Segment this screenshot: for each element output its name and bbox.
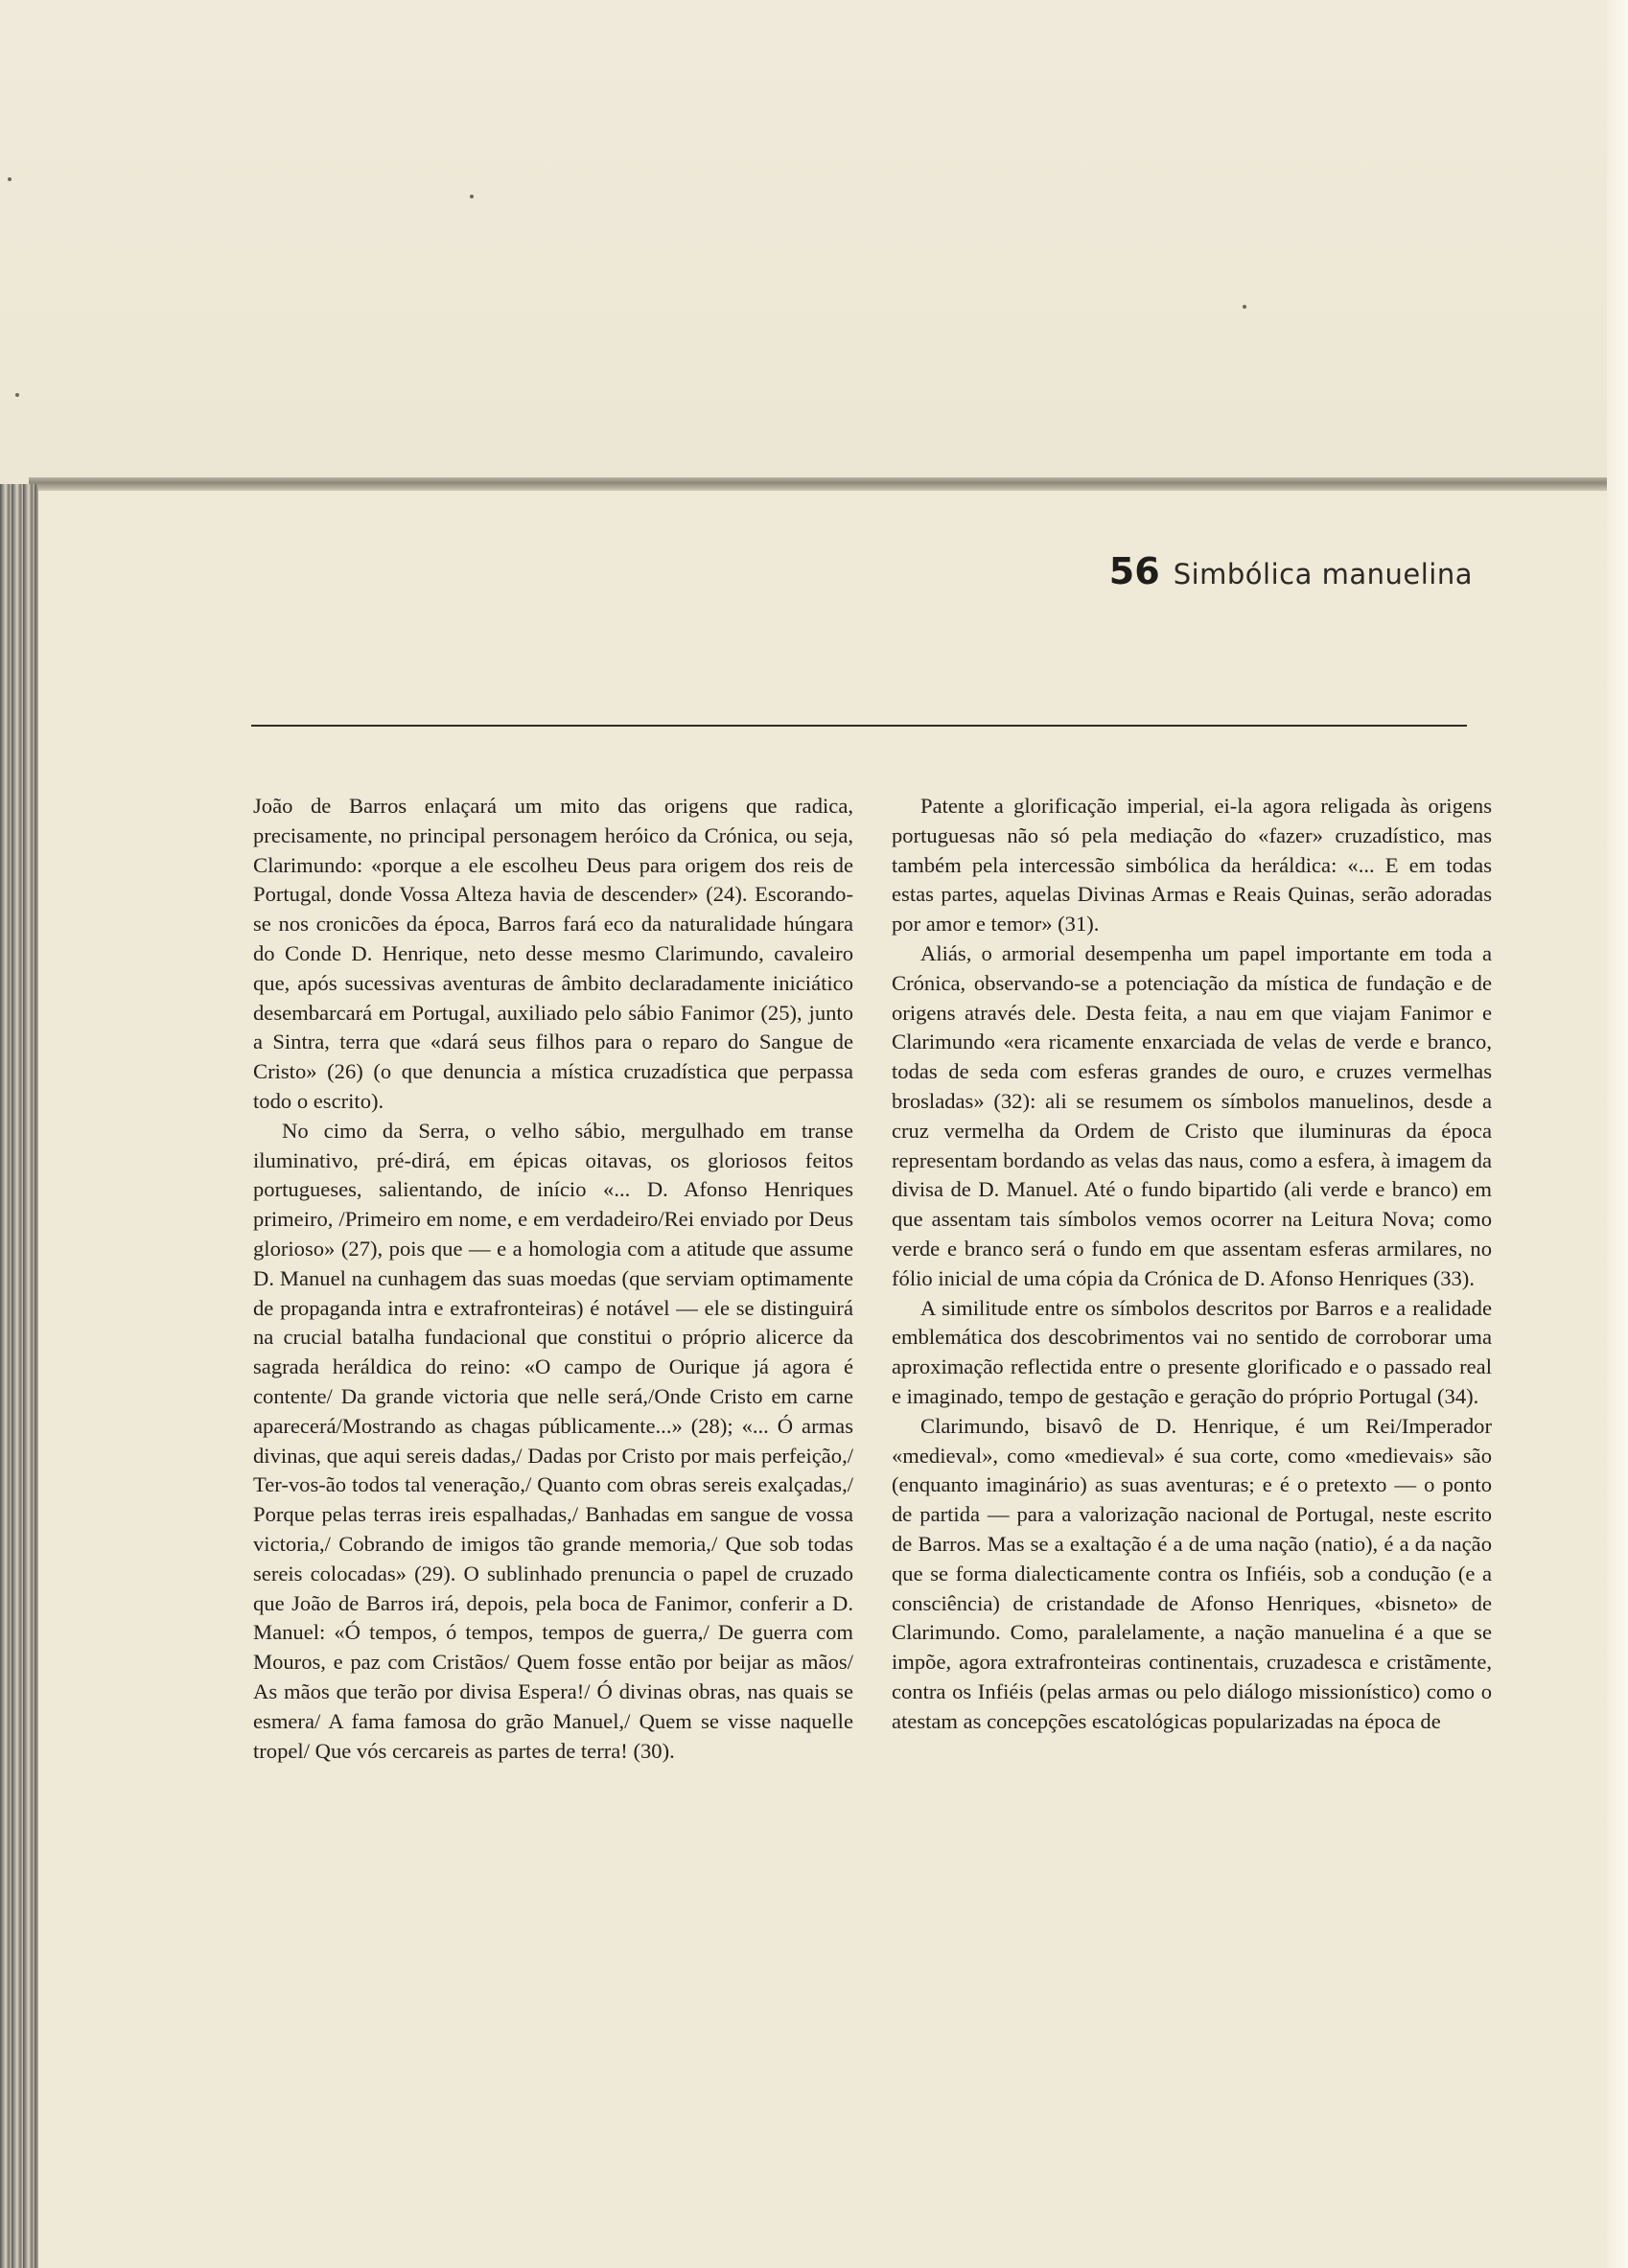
- paragraph: No cimo da Serra, o velho sábio, mergulhado em transe iluminativo, pré-dirá, em épicas oitavas, os gloriosos feitos portugueses, salientando, de início «... D. Afonso Henriques primeiro, /Primeiro em nome, e em verdadeiro/Rei enviado por Deus glorioso» (27), pois que — e a homologia com a atitude que assume D. Manuel na cunhagem das suas moedas (que serviam optimamente de propaganda intra e extrafronteiras) é notável — ele se distinguirá na crucial batalha fundacional que constitui o próprio alicerce da sagrada heráldica do reino: «O campo de Ourique já agora é contente/ Da grande victoria que nelle será,/Onde Cristo em carne aparecerá/Mostrando as chagas públicamente...» (28); «... Ó armas divinas, que aqui sereis dadas,/ Dadas por Cristo por mais perfeição,/ Ter-vos-ão todos tal veneração,/ Quanto com obras sereis exalçadas,/ Porque pelas terras ireis espalhadas,/ Banhadas em sangue de vossa victoria,/ Cobrando de imigos tão grande memoria,/ Que sob todas sereis colocadas» (29). O sublinhado prenuncia o papel de cruzado que João de Barros irá, depois, pela boca de Fanimor, conferir a D. Manuel: «Ó tempos, ó tempos, tempos de guerra,/ De guerra com Mouros, e paz com Cristãos/ Quem fosse então por beijar as mãos/ As mãos que terão por divisa Espera!/ Ó divinas obras, nas quais se esmera/ A fama famosa do grão Manuel,/ Quem se visse naquelle tropel/ Que vós cercareis as partes de terra! (30).: [253, 1118, 853, 1763]
- right-column: [892, 792, 1492, 1737]
- paper-speck: [470, 195, 474, 198]
- sheet-edge-shadow: [29, 477, 1611, 491]
- left-column: [253, 792, 853, 1766]
- paragraph: Patente a glorificação imperial, ei-la agora religada às origens portuguesas não só pela mediação do «fazer» cruzadístico, mas também pela intercessão simbólica da heráldica: «... E em todas estas partes, aquelas Divinas Armas e Reais Quinas, serão adoradas por amor e temor» (31).: [892, 794, 1492, 937]
- page-header: [1109, 550, 1473, 592]
- overlapping-sheet: [0, 0, 1628, 484]
- running-title: Simbólica manuelina: [1173, 558, 1473, 590]
- binding-edge: [0, 484, 38, 2268]
- page-number: 56: [1108, 550, 1160, 592]
- page-edge: [1607, 0, 1628, 2268]
- paper-speck: [8, 177, 12, 181]
- paper-speck: [15, 393, 19, 397]
- paragraph: A similitude entre os símbolos descritos por Barros e a realidade emblemática dos descobrimentos vai no sentido de corroborar uma aproximação reflectida entre o presente glorificado e o passado real e imaginado, tempo de gestação e geração do próprio Portugal (34).: [892, 1295, 1492, 1408]
- paragraph: Clarimundo, bisavô de D. Henrique, é um Rei/Imperador «medieval», como «medieval» é sua corte, como «medievais» são (enquanto imaginário) as suas aventuras; e é o pretexto — o ponto de partida — para a valorização nacional de Portugal, neste escrito de Barros. Mas se a exaltação é a de uma nação (natio), é a da nação que se forma dialecticamente contra os Infiéis, sob a condução (e a consciência) de cristandade de Afonso Henriques, «bisneto» de Clarimundo. Como, paralelamente, a nação manuelina é a que se impõe, agora extrafronteiras continentais, cruzadesca e cristãmente, contra os Infiéis (pelas armas ou pelo diálogo missionístico) como o atestam as concepções escatológicas popularizadas na época de: [892, 1413, 1492, 1733]
- header-rule: [251, 725, 1467, 727]
- paragraph: Aliás, o armorial desempenha um papel importante em toda a Crónica, observando-se a potenciação da mística de fundação e de origens através dele. Desta feita, a nau em que viajam Fanimor e Clarimundo «era ricamente enxarciada de velas de verde e branco, todas de seda com esferas grandes de ouro, e cruzes vermelhas brosladas» (32): ali se resumem os símbolos manuelinos, desde a cruz vermelha da Ordem de Cristo que iluminuras da época representam bordando as velas das naus, como a esfera, à imagem da divisa de D. Manuel. Até o fundo bipartido (ali verde e branco) em que assentam tais símbolos vemos ocorrer na Leitura Nova; como verde e branco será o fundo em que assentam esferas armilares, no fólio inicial de uma cópia da Crónica de D. Afonso Henriques (33).: [892, 940, 1492, 1290]
- paper-speck: [1243, 305, 1246, 309]
- paragraph: João de Barros enlaçará um mito das origens que radica, precisamente, no principal personagem heróico da Crónica, ou seja, Clarimundo: «porque a ele escolheu Deus para origem dos reis de Portugal, donde Vossa Alteza havia de descender» (24). Escorando-se nos cronicões da época, Barros fará eco da naturalidade húngara do Conde D. Henrique, neto desse mesmo Clarimundo, cavaleiro que, após sucessivas aventuras de âmbito declaradamente iniciático desembarcará em Portugal, auxiliado pelo sábio Fanimor (25), junto a Sintra, terra que «dará seus filhos para o reparo do Sangue de Cristo» (26) (o que denuncia a mística cruzadística que perpassa todo o escrito).: [253, 794, 853, 1113]
